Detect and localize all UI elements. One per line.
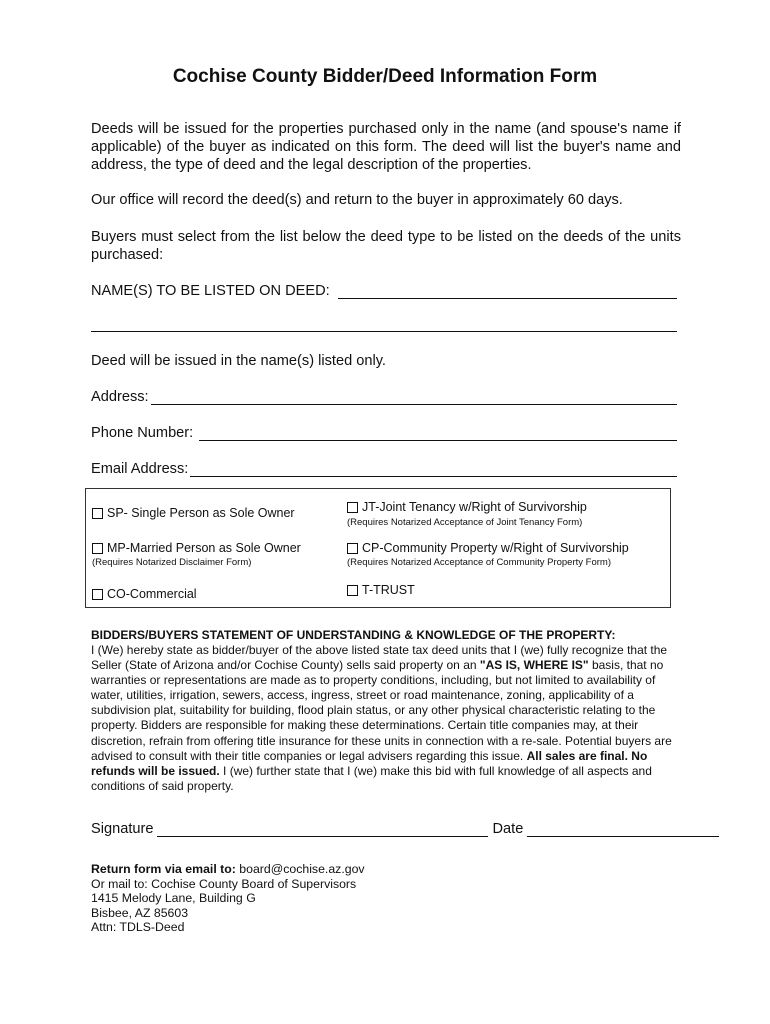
- mp-checkbox[interactable]: [92, 543, 103, 554]
- return-city: Bisbee, AZ 85603: [91, 905, 189, 920]
- sp-checkbox[interactable]: [92, 508, 103, 519]
- statement-part-3: I (we) further state that I (we) make this bid with full knowledge of all aspects and conditions of said property.: [91, 763, 652, 793]
- option-cp[interactable]: [347, 541, 629, 555]
- option-mp[interactable]: [92, 541, 301, 555]
- return-mail-line: Or mail to: Cochise County Board of Supervisors: [91, 876, 357, 891]
- intro-paragraph-1: Deeds will be issued for the properties purchased only in the name (and spouse's name if applicable) of the buyer as indicated on this form. The deed will list the buyer's name and address, the type of deed and the legal description of the properties.: [91, 121, 681, 173]
- date-label: Date: [492, 821, 524, 837]
- names-second-line[interactable]: [91, 331, 677, 332]
- email-label: Email Address:: [91, 461, 189, 477]
- names-field[interactable]: [91, 281, 677, 299]
- cp-note: (Requires Notarized Acceptance of Community Property Form): [347, 557, 611, 568]
- names-label: NAME(S) TO BE LISTED ON DEED:: [91, 283, 330, 299]
- return-email[interactable]: board@cochise.az.gov: [239, 862, 365, 876]
- option-trust[interactable]: [347, 583, 415, 597]
- return-email-label: Return form via email to:: [91, 862, 236, 876]
- phone-blank-line[interactable]: [199, 426, 677, 441]
- mp-label: MP-Married Person as Sole Owner: [107, 541, 301, 555]
- final-sale-phrase: All sales are final. No refunds will be issued.: [91, 748, 648, 778]
- statement-part-1: I (We) hereby state as bidder/buyer of the above listed state tax deed units that I (we) fully recognize that the Seller (State of Arizona and/or Cochise County) sells said property on an: [91, 643, 668, 673]
- address-blank-line[interactable]: [151, 390, 677, 405]
- return-instructions: [91, 862, 365, 935]
- statement-part-2: basis, that no warranties or representations are made as to property conditions, including, but not limited to availability of water, utilities, irrigation, sewers, access, ingress, street or road maintenance, zoning, applicability of a subdivision plat, suitability for building, flood plain status, or any other physical characteristic relating to the property. Bidders are responsible for making these determinations. Certain title companies may, at their discretion, refrain from offering title insurance for these units in connection with a re-sale. Potential buyers are advised to consult with their title companies or legal advisers regarding this issue.: [91, 658, 672, 763]
- intro-paragraph-2: Our office will record the deed(s) and return to the buyer in approximately 60 days.: [91, 192, 623, 208]
- form-title: Cochise County Bidder/Deed Information Form: [172, 66, 598, 87]
- phone-field[interactable]: [91, 423, 677, 441]
- cp-label: CP-Community Property w/Right of Survivorship: [362, 541, 629, 555]
- option-co[interactable]: [92, 587, 197, 601]
- intro-paragraph-3: Buyers must select from the list below the deed type to be listed on the deeds of the units purchased:: [91, 229, 681, 263]
- signature-label: Signature: [91, 821, 154, 837]
- signature-row: [91, 819, 727, 837]
- jt-note: (Requires Notarized Acceptance of Joint Tenancy Form): [347, 517, 583, 528]
- address-label: Address:: [91, 389, 149, 405]
- jt-label: JT-Joint Tenancy w/Right of Survivorship: [362, 500, 587, 514]
- co-checkbox[interactable]: [92, 589, 103, 600]
- signature-blank-line[interactable]: [157, 822, 488, 837]
- mp-note: (Requires Notarized Disclaimer Form): [92, 557, 252, 568]
- address-field[interactable]: [91, 387, 677, 405]
- trust-checkbox[interactable]: [347, 585, 358, 596]
- return-attn: Attn: TDLS-Deed: [91, 920, 185, 935]
- jt-checkbox[interactable]: [347, 502, 358, 513]
- option-sp[interactable]: [92, 506, 295, 520]
- return-street: 1415 Melody Lane, Building G: [91, 891, 256, 906]
- option-jt[interactable]: [347, 500, 587, 514]
- return-email-line: [91, 862, 365, 877]
- statement-heading: BIDDERS/BUYERS STATEMENT OF UNDERSTANDING & KNOWLEDGE OF THE PROPERTY:: [91, 628, 616, 642]
- statement-body: [91, 643, 681, 794]
- email-blank-line[interactable]: [190, 462, 677, 477]
- as-is-phrase: "AS IS, WHERE IS": [479, 658, 589, 673]
- co-label: CO-Commercial: [107, 587, 197, 601]
- sp-label: SP- Single Person as Sole Owner: [107, 506, 295, 520]
- cp-checkbox[interactable]: [347, 543, 358, 554]
- email-field[interactable]: [91, 459, 677, 477]
- names-blank-line[interactable]: [338, 284, 677, 299]
- names-note: Deed will be issued in the name(s) listed only.: [91, 353, 386, 369]
- phone-label: Phone Number:: [91, 425, 194, 441]
- date-blank-line[interactable]: [527, 822, 719, 837]
- trust-label: T-TRUST: [362, 583, 415, 597]
